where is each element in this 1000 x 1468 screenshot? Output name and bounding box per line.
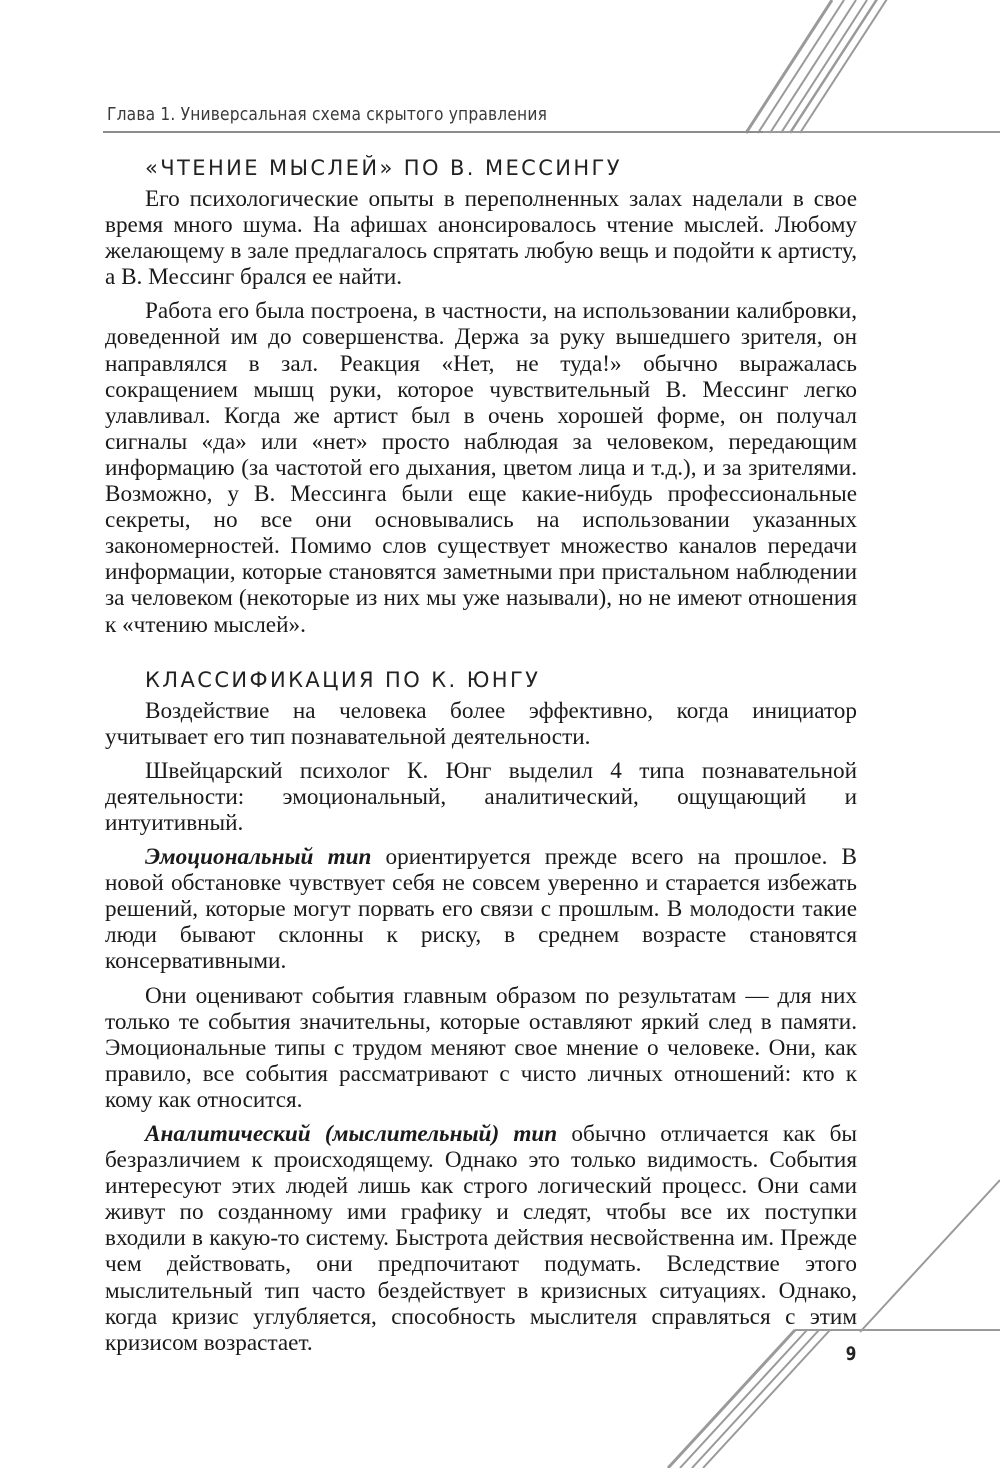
running-header: Глава 1. Универсальная схема скрытого управления [107, 104, 548, 125]
paragraph: Работа его была построена, в частности, на использовании калибровки, доведенной им до совершенства. Держа за руку вышедшего зрителя, он направлялся в зал. Реакция «Нет, не туда!» обычно выражалась сокращением мышц руки, которое чувствительный В. Мессинг легко улавливал. Когда же артист был в очень хорошей форме, он получал сигналы «да» или «нет» просто наблюдая за человеком, передающим информацию (за частотой его дыхания, цветом лица и т.д.), и за зрителями. Возможно, у В. Мессинга были еще какие-нибудь профессиональные секреты, но все они основывались на использовании указанных закономерностей. Помимо слов существует множество каналов передачи информации, которые становятся заметными при пристальном наблюдении за человеком (некоторые из них мы уже называли), но не имеют отношения к «чтению мыслей». [105, 298, 857, 638]
paragraph: Швейцарский психолог К. Юнг выделил 4 типа познавательной деятельности: эмоциональный, аналитический, ощущающий и интуитивный. [105, 757, 857, 836]
paragraph: Они оценивают события главным образом по результатам — для них только те события значительны, которые оставляют яркий след в памяти. Эмоциональные типы с трудом меняют свое мнение о человеке. Они, как правило, все события рассматривают с чисто личных отношений: кто к кому как относится. [105, 982, 857, 1113]
term-emotional-type: Эмоциональный тип [145, 844, 372, 871]
page-number: 9 [845, 1343, 857, 1365]
term-analytical-type: Аналитический (мыслительный) тип [145, 1121, 558, 1147]
page-body [105, 152, 857, 1356]
paragraph-text: ориентируется прежде всего на прошлое. В новой обстановке чувствует себя не совсем уверенно и старается избежать решений, которые могут порвать его связи с прошлым. В молодости такие люди бывают склонны к риску, в среднем возрасте становятся консервативными. [105, 844, 857, 975]
paragraph-text: обычно отличается как бы безразличием к происходящему. Однако это только видимость. События интересуют этих людей лишь как строго логический процесс. Они сами живут по созданному ими графику и следят, чтобы все их поступки входили в какую-то систему. Быстрота действия несвойственна им. Прежде чем действовать, они предпочитают подумать. Вследствие этого мыслительный тип часто бездействует в кризисных ситуациях. Однако, когда кризис углубляется, способность мыслителя справляться с этим кризисом возрастает. [105, 1121, 857, 1356]
header-rule [103, 131, 763, 133]
section-heading-jung: КЛАССИФИКАЦИЯ ПО К. ЮНГУ [145, 667, 541, 692]
paragraph: Воздействие на человека более эффективно, когда инициатор учитывает его тип познавательной деятельности. [105, 697, 857, 750]
paragraph-analytical-type [105, 1121, 857, 1356]
paragraph: Его психологические опыты в переполненных залах наделали в свое время много шума. На афишах анонсировалось чтение мыслей. Любому желающему в зале предлагалось спрятать любую вещь и подойти к артисту, а В. Мессинг брался ее найти. [105, 186, 857, 291]
paragraph-emotional-type [105, 844, 857, 974]
section-heading-messing: «ЧТЕНИЕ МЫСЛЕЙ» ПО В. МЕССИНГУ [145, 156, 622, 180]
